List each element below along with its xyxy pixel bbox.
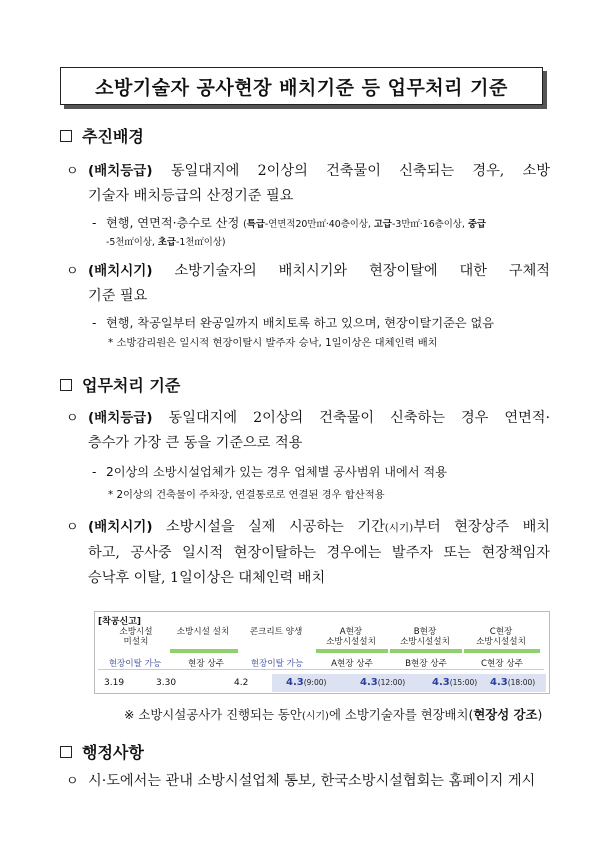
phase-bar <box>170 649 238 653</box>
section-title: 업무처리 기준 <box>82 376 181 395</box>
circle-bullet-icon: ㅇ <box>66 411 79 426</box>
status-label: 현장이탈 가능 <box>250 659 304 669</box>
timeline-diagram <box>94 611 550 694</box>
checkbox-square-icon <box>60 746 72 758</box>
section-heading-background <box>60 124 144 147</box>
item-line: 기술자 배치등급의 산정기준 필요 <box>88 188 294 204</box>
date-tick: 3.19 <box>104 678 125 688</box>
list-item <box>66 406 550 456</box>
item-line: 시·도에서는 관내 소방시설업체 통보, 한국소방시설협회는 홈페이지 게시 <box>88 773 536 789</box>
sub-item: - 2이상의 소방시설업체가 있는 경우 업체별 공사범위 내에서 적용 <box>92 465 447 479</box>
reference-note: ※ 소방시설공사가 진행되는 동안(시기)에 소방기술자를 현장배치(현장성 강조) <box>124 707 543 722</box>
circle-bullet-icon: ㅇ <box>66 520 79 535</box>
document-title: 소방기술자 공사현장 배치기준 등 업무처리 기준 <box>95 76 508 99</box>
phase-label: 소방시설 미설치 <box>119 627 153 647</box>
title-box <box>60 67 543 105</box>
circle-bullet-icon: ㅇ <box>66 774 79 789</box>
item-line: (배치시기) 소방기술자의 배치시기와 현장이탈에 대한 구체적 <box>88 263 550 279</box>
date-tick: 4.2 <box>234 678 249 688</box>
checkbox-square-icon <box>60 130 72 142</box>
date-tick: 4.3(12:00) <box>360 677 406 688</box>
section-title: 행정사항 <box>82 743 144 762</box>
checkbox-square-icon <box>60 379 72 391</box>
status-label: 현장이탈 가능 <box>108 659 162 669</box>
list-item <box>66 259 550 309</box>
phase-bar <box>316 649 388 653</box>
item-line: (배치시기) 소방시설을 실제 시공하는 기간(시기)부터 현장상주 배치 <box>88 519 550 535</box>
date-tick: 4.3(9:00) <box>286 677 327 688</box>
item-line: 층수가 가장 큰 동을 기준으로 적용 <box>88 435 303 451</box>
status-label: B현장 상주 <box>405 659 447 669</box>
item-line: 승낙후 이탈, 1일이상은 대체인력 배치 <box>88 570 326 586</box>
list-item <box>66 159 550 209</box>
circle-bullet-icon: ㅇ <box>66 264 79 279</box>
phase-label: B현장 소방시설설치 <box>400 627 450 647</box>
section-title: 추진배경 <box>82 127 144 146</box>
sub-item: - 현행, 착공일부터 완공일까지 배치토록 하고 있으며, 현장이탈기준은 없음 <box>92 316 495 330</box>
date-tick: 4.3(15:00) <box>432 677 478 688</box>
date-tick: 4.3(18:00) <box>490 677 536 688</box>
item-line: 기준 필요 <box>88 288 148 304</box>
phase-label: 콘크리트 양생 <box>249 627 303 637</box>
phase-label: 소방시설 설치 <box>176 627 230 637</box>
item-line: 하고, 공사중 일시적 현장이탈하는 경우에는 발주자 또는 현장책임자 <box>88 545 550 561</box>
sub-item: - 현행, 연면적·층수로 산정 (특급-연면적20만㎡·40층이상, 고급-3만㎡·16층이상, 중급 -5천㎡이상, 초급-1천㎡이상) <box>92 216 486 248</box>
list-item <box>66 769 550 794</box>
section-heading-admin <box>60 740 144 763</box>
circle-bullet-icon: ㅇ <box>66 164 79 179</box>
item-line: (배치등급) 동일대지에 2이상의 건축물이 신축하는 경우 연면적· <box>88 410 550 426</box>
section-heading-standard <box>60 373 180 396</box>
status-label: C현장 상주 <box>481 659 523 669</box>
phase-label: A현장 소방시설설치 <box>326 627 376 647</box>
status-label: A현장 상주 <box>331 659 373 669</box>
list-item <box>66 515 550 591</box>
timeline-header: [착공신고] <box>98 617 142 627</box>
date-tick: 3.30 <box>156 678 177 688</box>
phase-bar <box>464 649 540 653</box>
note: * 2이상의 건축물이 주차장, 연결통로로 연결된 경우 합산적용 <box>108 489 385 501</box>
phase-bar <box>390 649 462 653</box>
status-label: 현장 상주 <box>188 659 224 669</box>
phase-label: C현장 소방시설설치 <box>476 627 526 647</box>
item-line: (배치등급) 동일대지에 2이상의 건축물이 신축되는 경우, 소방 <box>88 163 550 179</box>
note: * 소방감리원은 일시적 현장이탈시 발주자 승낙, 1일이상은 대체인력 배치 <box>108 337 438 349</box>
